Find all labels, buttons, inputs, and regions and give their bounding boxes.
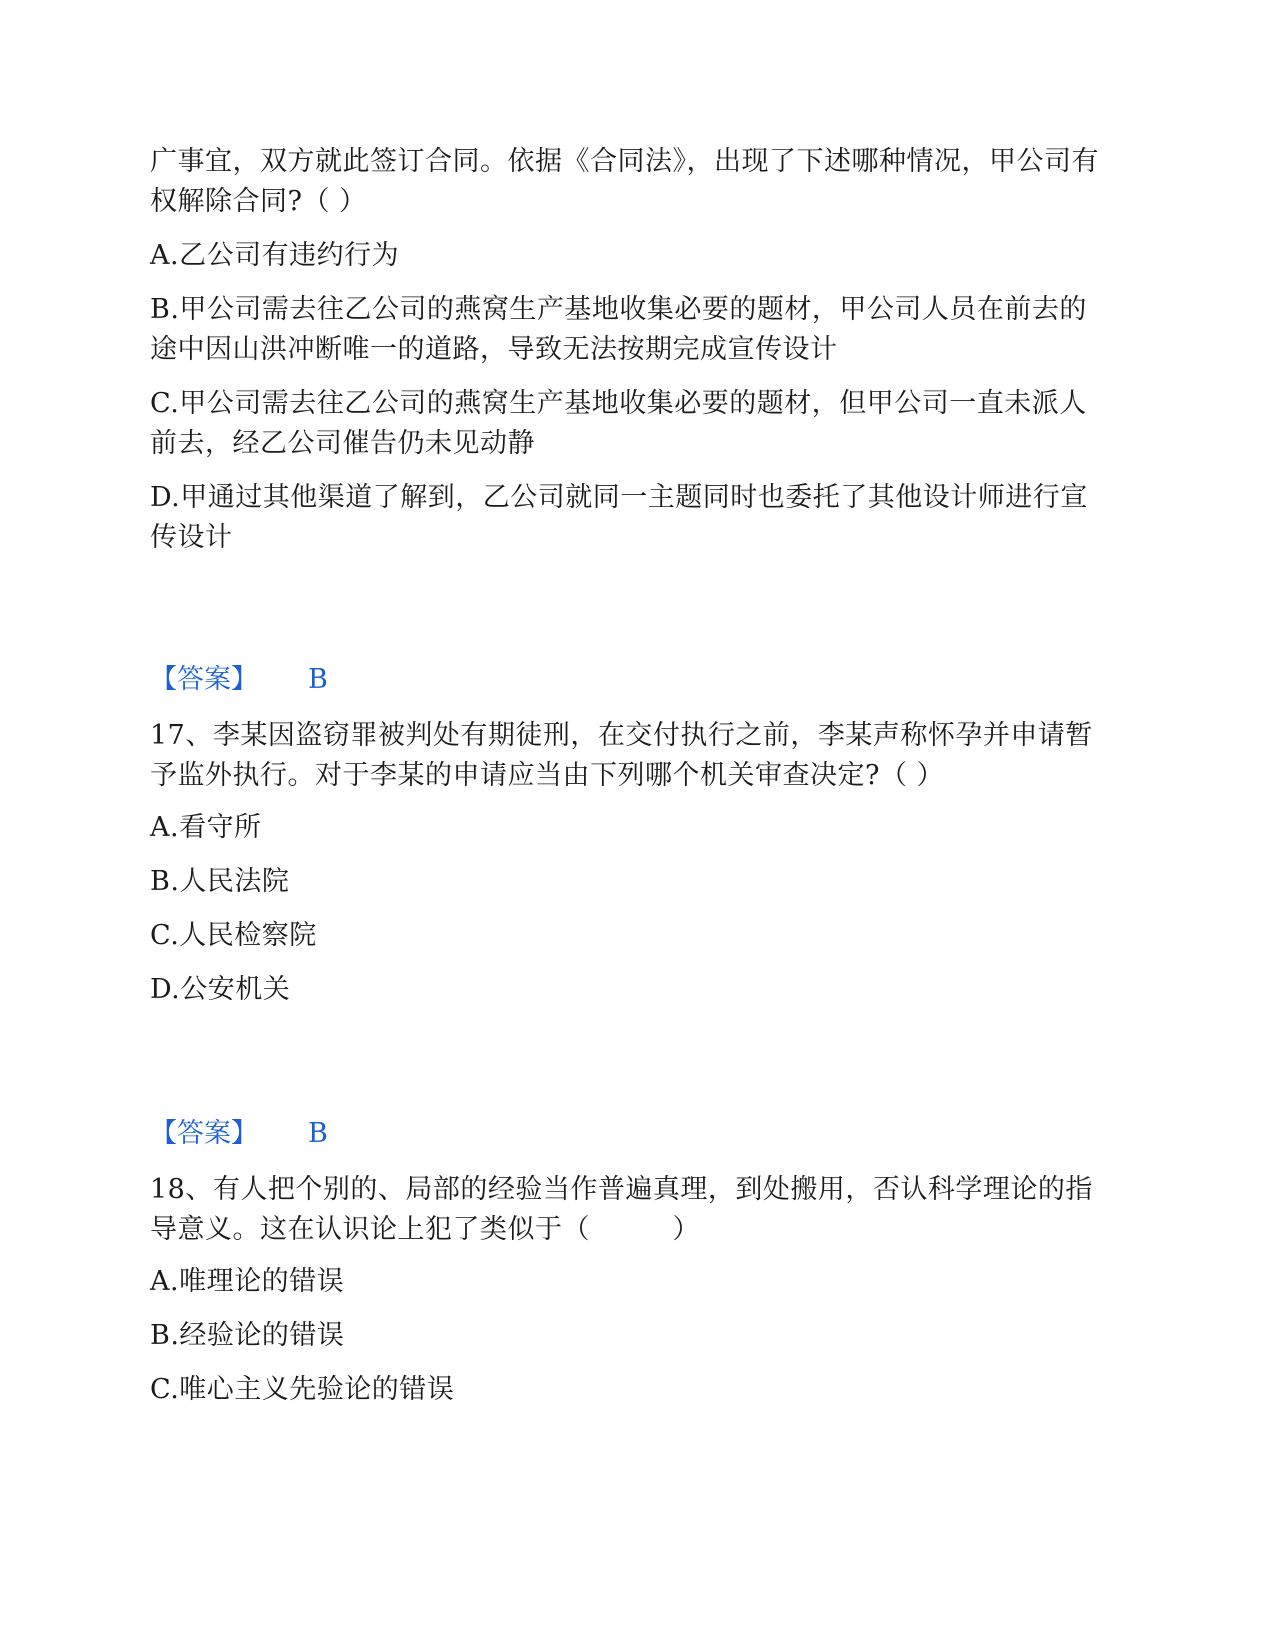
q17-answer-value: B (308, 1118, 328, 1149)
q17-option-d: D.公安机关 (150, 974, 291, 1005)
q16-option-c: C.甲公司需去往乙公司的燕窝生产基地收集必要的题材，但甲公司一直未派人前去，经乙公司催告仍未见动静 (150, 388, 1087, 459)
q16-answer-label: 【答案】 (150, 664, 258, 695)
q18-option-c: C.唯心主义先验论的错误 (150, 1374, 455, 1405)
q17-option-b: B.人民法院 (150, 866, 290, 897)
q17-option-a: A.看守所 (150, 812, 262, 843)
q17-option-c: C.人民检察院 (150, 920, 317, 951)
q16-option-a: A.乙公司有违约行为 (150, 240, 400, 271)
q16-stem: 广事宜，双方就此签订合同。依据《合同法》，出现了下述哪种情况，甲公司有权解除合同?（ ） (150, 146, 1099, 217)
q17-answer-label: 【答案】 (150, 1118, 258, 1149)
q18-stem: 18、有人把个别的、局部的经验当作普遍真理，到处搬用，否认科学理论的指导意义。这在认识论上犯了类似于（ ） (150, 1174, 1093, 1245)
q16-answer (150, 660, 328, 700)
q17-answer (150, 1114, 328, 1154)
q17-stem: 17、李某因盗窃罪被判处有期徒刑，在交付执行之前，李某声称怀孕并申请暂予监外执行。对于李某的申请应当由下列哪个机关审查决定?（ ） (150, 720, 1093, 791)
q16-option-d: D.甲通过其他渠道了解到，乙公司就同一主题同时也委托了其他设计师进行宣传设计 (150, 482, 1088, 553)
q18-option-a: A.唯理论的错误 (150, 1266, 345, 1297)
q16-answer-value: B (308, 664, 328, 695)
q16-option-b: B.甲公司需去往乙公司的燕窝生产基地收集必要的题材，甲公司人员在前去的途中因山洪冲断唯一的道路，导致无法按期完成宣传设计 (150, 294, 1087, 365)
q18-option-b: B.经验论的错误 (150, 1320, 345, 1351)
